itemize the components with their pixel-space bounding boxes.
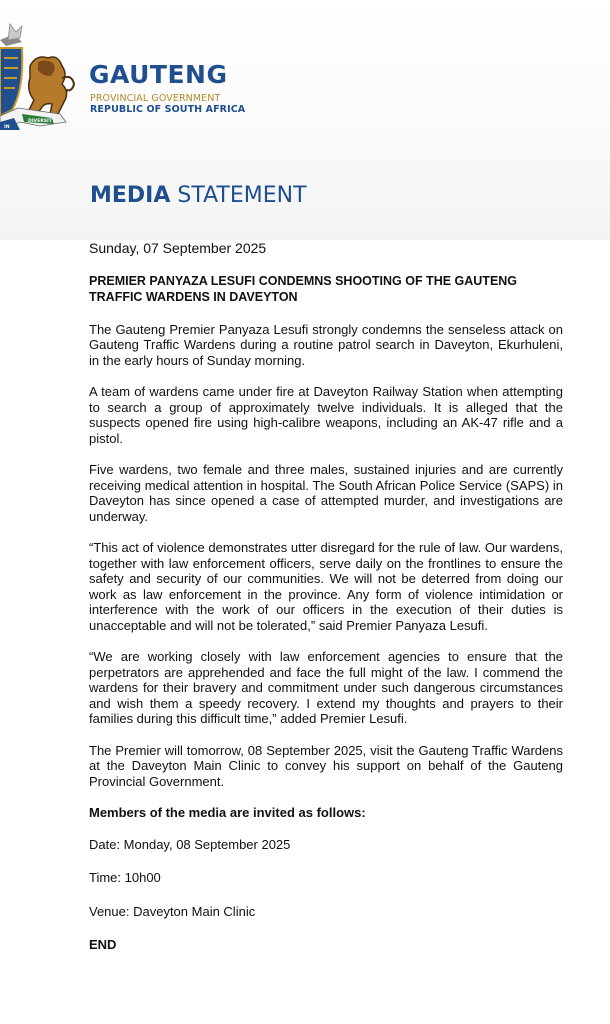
brand-name: GAUTENG <box>89 60 228 89</box>
crest-motto-left: IN <box>4 125 10 130</box>
paragraph-1: The Gauteng Premier Panyaza Lesufi strongly condemns the senseless attack on Gauteng Traffic Wardens during a routine patrol search in Daveyton, Ekurhuleni, in the early hours of Sunday morning. <box>89 321 563 368</box>
brand-subtitle-government: PROVINCIAL GOVERNMENT <box>90 93 221 104</box>
event-time: Time: 10h00 <box>89 870 161 885</box>
statement-date: Sunday, 07 September 2025 <box>89 240 267 256</box>
paragraph-2: A team of wardens came under fire at Daveyton Railway Station when attempting to search a group of approximately twelve individuals. It is alleged that the suspects opened fire using high-calibre weapons, including an AK-47 rifle and a pistol. <box>89 384 563 446</box>
title-media: MEDIA <box>90 183 171 208</box>
event-venue: Venue: Daveyton Main Clinic <box>89 903 256 919</box>
crest-motto: DIVERSITY <box>28 119 56 124</box>
document-title <box>90 183 307 208</box>
end-marker: END <box>89 937 117 952</box>
coat-of-arms-logo <box>0 18 80 130</box>
statement-body <box>89 241 563 953</box>
title-statement: STATEMENT <box>170 183 307 208</box>
statement-headline: PREMIER PANYAZA LESUFI CONDEMNS SHOOTING OF THE GAUTENG TRAFFIC WARDENS IN DAVEYTON <box>89 273 518 304</box>
brand-subtitle-country: REPUBLIC OF SOUTH AFRICA <box>90 104 246 115</box>
paragraph-5-quote: “We are working closely with law enforcement agencies to ensure that the perpetrators are apprehended and face the full might of the law. I commend the wardens for their bravery and commitment under such dangerous circumstances and wish them a speedy recovery. I extend my thoughts and prayers to their families during this difficult time,” added Premier Lesufi. <box>89 649 563 726</box>
paragraph-6: The Premier will tomorrow, 08 September 2025, visit the Gauteng Traffic Wardens at the Daveyton Main Clinic to convey his support on behalf of the Gauteng Provincial Government. <box>89 742 563 789</box>
paragraph-3: Five wardens, two female and three males, sustained injuries and are currently receiving medical attention in hospital. The South African Police Service (SAPS) in Daveyton has since opened a case of attempted murder, and investigations are underway. <box>89 462 563 524</box>
paragraph-4-quote: “This act of violence demonstrates utter disregard for the rule of law. Our wardens, together with law enforcement officers, serve daily on the frontlines to ensure the safety and security of our communities. We will not be deterred from doing our work as law enforcement in the province. Any form of violence intimidation or interference with the work of our officers in the execution of their duties is unacceptable and will not be tolerated,” said Premier Panyaza Lesufi. <box>89 540 563 633</box>
event-date: Date: Monday, 08 September 2025 <box>89 836 291 852</box>
media-invite-heading: Members of the media are invited as follows: <box>89 805 366 820</box>
